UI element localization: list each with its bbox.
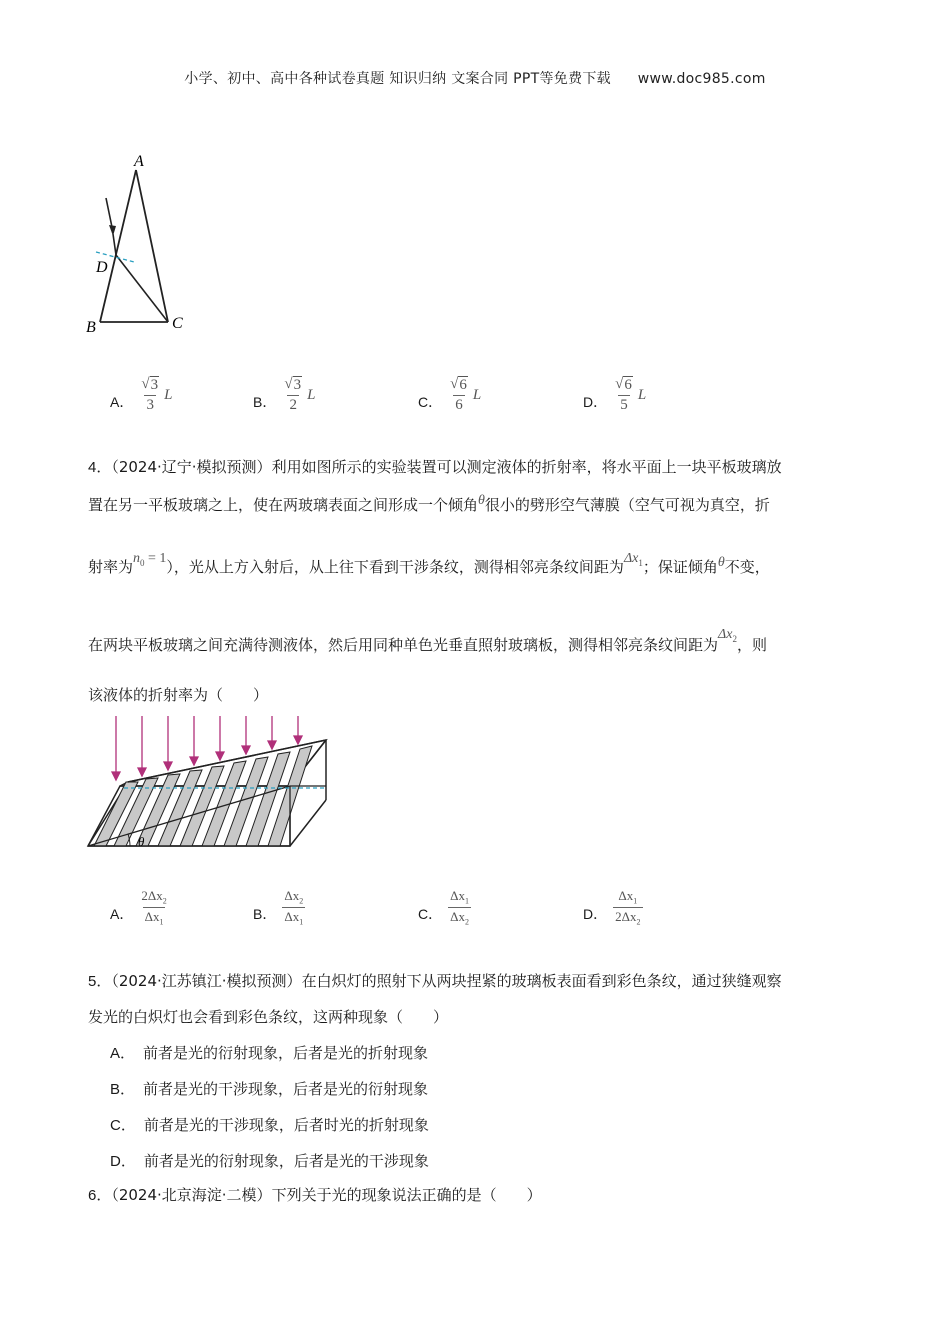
q3-option-b[interactable]: B． √ 3 2 L — [253, 376, 316, 413]
q4-options — [110, 882, 870, 932]
header-site: www.doc985.com — [637, 71, 766, 87]
q5-choice-a[interactable]: A． 前者是光的衍射现象，后者是光的折射现象 — [110, 1044, 429, 1062]
header-text: 小学、初中、高中各种试卷真题 知识归纳 文案合同 PPT等免费下载 — [184, 71, 611, 87]
label-B: B — [86, 319, 96, 336]
interference-stripes — [94, 746, 312, 846]
incident-ray-2 — [113, 234, 116, 255]
side-AB — [100, 170, 136, 322]
label-A: A — [134, 153, 144, 170]
q5-line2: 发光的白炽灯也会看到彩色条纹，这两种现象（ ） — [88, 1008, 449, 1026]
q5-choice-c[interactable]: C． 前者是光的干涉现象，后者时光的折射现象 — [110, 1116, 429, 1134]
wedge-figure — [84, 712, 334, 852]
q4-line4: 在两块平板玻璃之间充满待测液体，然后用同种单色光垂直照射玻璃板，测得相邻亮条纹间距为$\Delta x_2$，则 — [88, 627, 767, 654]
q4-line3: 射率为$n_0 = 1$），光从上方入射后，从上往下看到干涉条纹，测得相邻亮条纹间距为$\Delta x_1$；保证倾角θ不变， — [88, 551, 770, 576]
q3-options — [110, 370, 870, 420]
q5-choice-d[interactable]: D． 前者是光的衍射现象，后者是光的干涉现象 — [110, 1152, 429, 1170]
q4-line5: 该液体的折射率为（ ） — [88, 686, 269, 704]
q5-choice-b[interactable]: B． 前者是光的干涉现象，后者是光的衍射现象 — [110, 1080, 429, 1098]
q4-option-c[interactable]: C． $\frac{\Delta x_1}{\Delta x_2}$ — [418, 887, 469, 927]
side-AC — [136, 170, 168, 322]
page-header — [0, 68, 950, 88]
q4-line2: 置在另一平板玻璃之上，使在两玻璃表面之间形成一个倾角θ很小的劈形空气薄膜（空气可视为真空，折 — [88, 493, 770, 514]
q3-option-d[interactable]: D． √ 6 5 L — [583, 376, 647, 413]
q6-line1: 6．（2024·北京海淀·二模）下列关于光的现象说法正确的是（ ） — [88, 1186, 542, 1204]
theta-label: θ — [138, 834, 145, 849]
q4-option-b[interactable]: B． $\frac{\Delta x_2}{\Delta x_1}$ — [253, 887, 304, 927]
q4-option-d[interactable]: D． $\frac{\Delta x_1}{2\Delta x_2}$ — [583, 887, 641, 927]
q3-option-c[interactable]: C． √ 6 6 L — [418, 376, 482, 413]
q5-line1: 5．（2024·江苏镇江·模拟预测）在白炽灯的照射下从两块捏紧的玻璃板表面看到彩色条纹，通过狭缝观察 — [88, 972, 782, 990]
label-D: D — [96, 259, 108, 276]
triangle-figure — [80, 148, 200, 338]
q4-line1: 4．（2024·辽宁·模拟预测）利用如图所示的实验装置可以测定液体的折射率，将水平面上一块平板玻璃放 — [88, 458, 782, 476]
label-C: C — [172, 315, 183, 332]
q3-option-a[interactable]: A． √ 3 3 L — [110, 376, 173, 413]
q4-option-a[interactable]: A． $\frac{2\Delta x_2}{\Delta x_1}$ — [110, 887, 167, 927]
